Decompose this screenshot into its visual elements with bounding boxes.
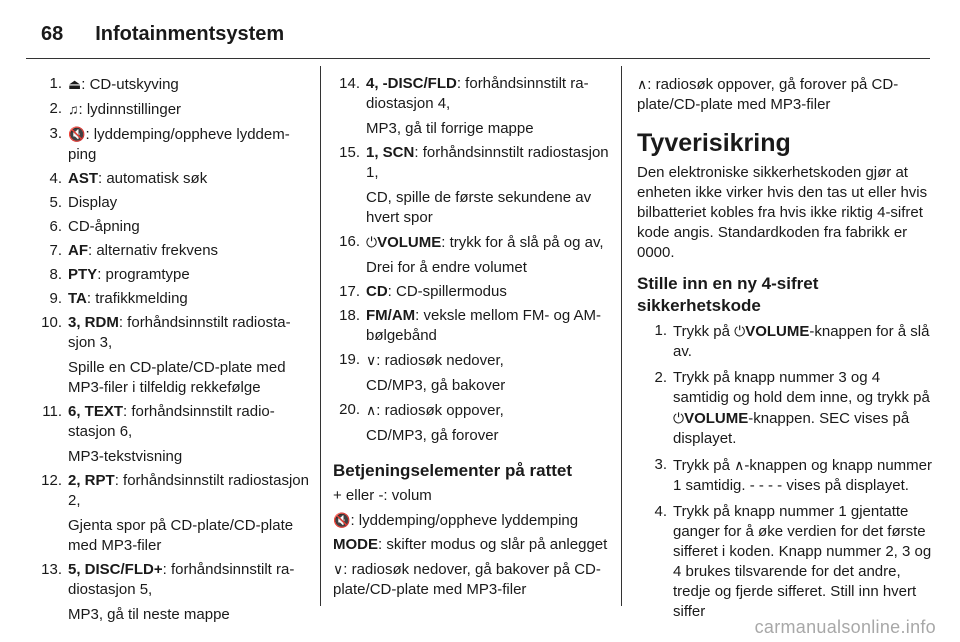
seek-down-line xyxy=(333,559,609,600)
item-body xyxy=(68,124,310,165)
step-number: 3. xyxy=(654,456,667,473)
item-continuation: CD, spille de første sekundene av hvert spor xyxy=(366,189,592,226)
step-text-a: Trykk på knapp nummer 1 gjentatte ganger for å øke verdien for det første sifferet i koden. Knapp nummer 2, 3 og 4 brukes tilsvarende for det andre, tredje og fjerde sifferet. Still inn hvert siffer xyxy=(673,503,932,620)
step-text xyxy=(673,321,935,362)
step-text-a: Trykk på xyxy=(673,323,735,340)
item-number: 16. xyxy=(339,233,360,250)
item-line xyxy=(68,99,310,120)
item-continuation: CD/MP3, gå forover xyxy=(366,427,499,444)
item-line xyxy=(68,217,310,237)
control-label: VOLUME xyxy=(377,234,442,251)
list-item xyxy=(26,402,310,467)
list-item xyxy=(333,232,609,278)
item-number: 18. xyxy=(339,307,360,324)
item-line xyxy=(366,143,609,183)
list-item xyxy=(26,99,310,120)
item-text: : trykk for å slå på og av, xyxy=(441,234,604,251)
seek-down-text: : radiosøk nedover, gå bakover på CD-plate/CD-plate med MP3-filer xyxy=(333,561,601,598)
step-item xyxy=(637,455,935,496)
step-number: 4. xyxy=(654,503,667,520)
step-text xyxy=(673,368,935,449)
control-icon: ⏻ xyxy=(366,234,378,250)
control-list-continued xyxy=(333,74,609,446)
item-text: : CD-spillermodus xyxy=(387,283,507,300)
step-text-b: -knappen. SEC vises på displayet. xyxy=(673,410,910,447)
step-text xyxy=(673,455,935,496)
mute-line-text: : lyddemping/oppheve lyddemping xyxy=(350,512,579,529)
step-number: 2. xyxy=(654,369,667,386)
item-line xyxy=(68,560,310,600)
item-text: : CD-utskyving xyxy=(81,76,179,93)
mute-icon: 🔇 xyxy=(333,512,351,528)
item-line xyxy=(68,289,310,309)
item-continuation: Drei for å endre volumet xyxy=(366,259,527,276)
control-icon: ⏻ xyxy=(673,410,685,426)
item-line xyxy=(68,193,310,213)
control-label: 6, TEXT xyxy=(68,403,124,420)
item-line xyxy=(366,306,609,346)
item-text: : alternativ frekvens xyxy=(88,242,219,259)
item-line xyxy=(68,124,310,165)
item-text: : forhåndsinnstilt radiostasjon 6, xyxy=(68,403,275,440)
column-divider-2 xyxy=(621,66,622,606)
new-code-heading: Stille inn en ny 4-sifret sikkerhetskode xyxy=(637,274,819,315)
item-body xyxy=(366,282,609,302)
list-item xyxy=(26,471,310,556)
item-continuation: Gjenta spor på CD-plate/CD-plate med MP3-filer xyxy=(68,517,294,554)
header-divider xyxy=(26,58,930,59)
control-label: AST xyxy=(68,170,98,187)
steering-controls-heading: Betjeningselementer på rattet xyxy=(333,461,573,480)
control-icon: ∨ xyxy=(366,352,377,368)
control-label: FM/AM xyxy=(366,307,416,324)
watermark: carmanualsonline.info xyxy=(754,617,936,637)
control-icon: ⏻ xyxy=(734,323,746,339)
item-continuation: CD/MP3, gå bakover xyxy=(366,377,506,394)
item-number: 9. xyxy=(49,290,62,307)
list-item xyxy=(333,143,609,228)
item-line xyxy=(68,313,310,353)
item-number: 7. xyxy=(49,242,62,259)
column-2 xyxy=(333,74,609,604)
page-title: Infotainmentsystem xyxy=(95,22,285,45)
item-body xyxy=(366,350,609,396)
item-number: 12. xyxy=(41,472,62,489)
item-line xyxy=(68,241,310,261)
item-line xyxy=(366,232,609,253)
control-label: VOLUME xyxy=(684,410,749,427)
item-body xyxy=(68,402,310,467)
item-line xyxy=(366,282,609,302)
item-body xyxy=(68,241,310,261)
chevron-down-icon: ∨ xyxy=(333,561,344,577)
list-item xyxy=(26,265,310,285)
item-number: 1. xyxy=(49,75,62,92)
item-body xyxy=(366,306,609,346)
control-label: CD xyxy=(366,283,388,300)
list-item xyxy=(333,74,609,139)
seek-up-line xyxy=(637,74,935,115)
control-label: 4, -DISC/FLD xyxy=(366,75,457,92)
item-line xyxy=(68,265,310,285)
control-icon: ∧ xyxy=(734,457,745,473)
item-text: CD-åpning xyxy=(68,218,140,235)
step-text-a: Trykk på xyxy=(673,457,735,474)
control-label: PTY xyxy=(68,266,98,283)
item-body xyxy=(68,217,310,237)
page-number: 68 xyxy=(41,22,64,45)
list-item xyxy=(26,217,310,237)
item-continuation: MP3-tekstvisning xyxy=(68,448,183,465)
control-label: TA xyxy=(68,290,87,307)
list-item xyxy=(333,282,609,302)
item-line xyxy=(68,471,310,511)
item-body xyxy=(68,99,310,120)
item-continuation: MP3, gå til neste mappe xyxy=(68,606,230,623)
step-text xyxy=(673,502,935,622)
list-item xyxy=(26,289,310,309)
item-body xyxy=(68,193,310,213)
item-number: 6. xyxy=(49,218,62,235)
item-line xyxy=(366,350,609,371)
step-number: 1. xyxy=(654,322,667,339)
item-text: : forhåndsinnstilt radiostasjon 2, xyxy=(68,472,309,509)
control-label: 3, RDM xyxy=(68,314,119,331)
item-number: 14. xyxy=(339,75,360,92)
item-text: : forhåndsinnstilt radiostasjon 3, xyxy=(68,314,291,351)
item-text: : radiosøk nedover, xyxy=(376,352,504,369)
item-body xyxy=(68,289,310,309)
item-text: : programtype xyxy=(97,266,190,283)
control-label: AF xyxy=(68,242,88,259)
mode-label: MODE xyxy=(333,536,378,553)
list-item xyxy=(26,74,310,95)
item-line xyxy=(366,74,609,114)
anti-theft-intro: Den elektroniske sikkerhetskoden gjør at enheten ikke virker hvis den tas ut eller hvis bilbatteriet kobles fra hvis ikke riktig 4-sifret kode angis. Standardkoden fra fabrikk er 0000. xyxy=(637,164,928,261)
item-body xyxy=(68,74,310,95)
item-line xyxy=(68,74,310,95)
control-icon: ⏏ xyxy=(68,76,82,92)
list-item xyxy=(26,124,310,165)
control-label: VOLUME xyxy=(745,323,810,340)
mode-line xyxy=(333,535,609,555)
item-text: : veksle mellom FM- og AM-bølgebånd xyxy=(366,307,602,344)
step-text-a: Trykk på knapp nummer 3 og 4 samtidig og hold dem inne, og trykk på xyxy=(673,369,930,406)
item-number: 3. xyxy=(49,125,62,142)
volume-line: + eller -: volum xyxy=(333,487,432,504)
list-item xyxy=(26,241,310,261)
list-item xyxy=(26,313,310,398)
mute-line xyxy=(333,510,609,531)
item-text: : forhåndsinnstilt radiostasjon 5, xyxy=(68,561,295,598)
item-text: : automatisk søk xyxy=(98,170,208,187)
code-steps-list xyxy=(637,321,935,622)
item-body xyxy=(366,143,609,228)
list-item xyxy=(333,306,609,346)
item-body xyxy=(366,74,609,139)
item-body xyxy=(68,471,310,556)
step-item xyxy=(637,368,935,449)
column-3 xyxy=(637,74,935,628)
item-body xyxy=(68,313,310,398)
item-continuation: MP3, gå til forrige mappe xyxy=(366,120,534,137)
item-number: 15. xyxy=(339,144,360,161)
anti-theft-heading: Tyverisikring xyxy=(637,129,791,157)
item-number: 20. xyxy=(339,401,360,418)
seek-up-text: : radiosøk oppover, gå forover på CD-plate/CD-plate med MP3-filer xyxy=(637,76,899,113)
control-label: 5, DISC/FLD+ xyxy=(68,561,163,578)
column-1 xyxy=(26,74,310,629)
mode-line-text: : skifter modus og slår på anlegget xyxy=(378,536,608,553)
control-icon: ♫ xyxy=(68,101,79,117)
control-label: 1, SCN xyxy=(366,144,415,161)
step-item xyxy=(637,502,935,622)
item-text: : forhåndsinnstilt radiostasjon 4, xyxy=(366,75,589,112)
step-item xyxy=(637,321,935,362)
column-divider-1 xyxy=(320,66,321,606)
list-item xyxy=(26,193,310,213)
item-number: 2. xyxy=(49,100,62,117)
item-number: 5. xyxy=(49,194,62,211)
item-text: : trafikkmelding xyxy=(86,290,188,307)
item-number: 8. xyxy=(49,266,62,283)
item-text: Display xyxy=(68,194,118,211)
control-icon: 🔇 xyxy=(68,126,86,142)
item-text: : lydinnstillinger xyxy=(78,101,182,118)
item-text: : radiosøk oppover, xyxy=(376,402,504,419)
page-header xyxy=(41,14,284,54)
list-item xyxy=(333,350,609,396)
item-number: 13. xyxy=(41,561,62,578)
item-number: 17. xyxy=(339,283,360,300)
item-number: 11. xyxy=(42,403,62,420)
step-text-b: -knappen for å slå av. xyxy=(673,323,930,360)
item-text: : lyddemping/oppheve lyddemping xyxy=(68,126,290,163)
item-number: 4. xyxy=(49,170,62,187)
item-body xyxy=(68,560,310,625)
item-body xyxy=(68,169,310,189)
item-body xyxy=(68,265,310,285)
item-number: 10. xyxy=(41,314,62,331)
list-item xyxy=(333,400,609,446)
control-label: 2, RPT xyxy=(68,472,115,489)
control-icon: ∧ xyxy=(366,402,377,418)
item-line xyxy=(366,400,609,421)
step-text-b: -knappen og knapp nummer 1 samtidig. - - - - vises på displayet. xyxy=(673,457,932,494)
item-body xyxy=(366,400,609,446)
item-text: : forhåndsinnstilt radiostasjon 1, xyxy=(366,144,609,181)
list-item xyxy=(26,560,310,625)
item-continuation: Spille en CD-plate/CD-plate med MP3-filer i tilfeldig rekkefølge xyxy=(68,359,286,396)
item-body xyxy=(366,232,609,278)
list-item xyxy=(26,169,310,189)
item-line xyxy=(68,169,310,189)
item-line xyxy=(68,402,310,442)
item-number: 19. xyxy=(339,351,360,368)
chevron-up-icon: ∧ xyxy=(637,76,648,92)
